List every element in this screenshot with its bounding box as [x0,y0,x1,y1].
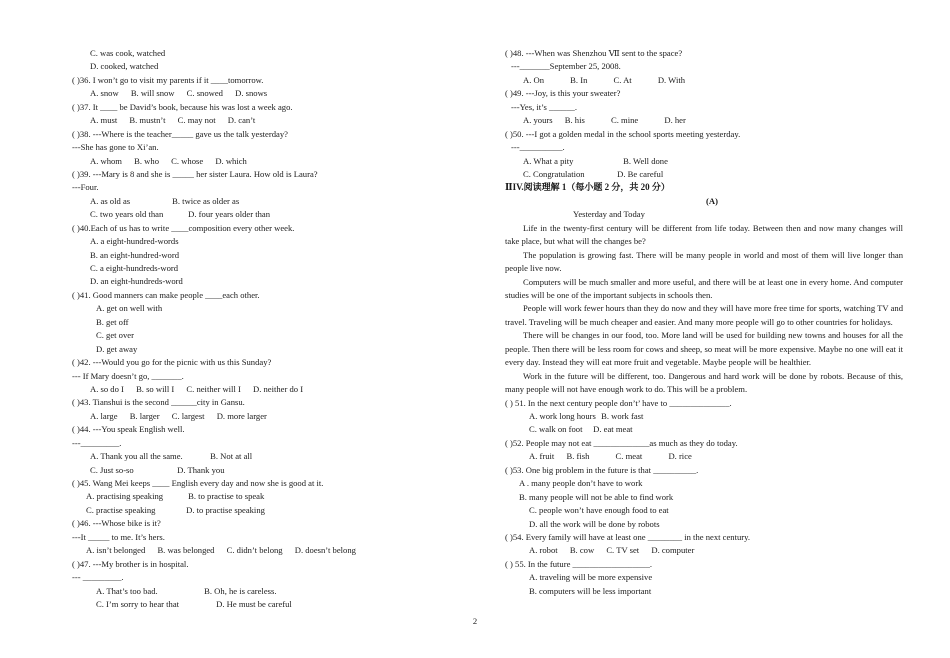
q53-stem: ( )53. One big problem in the future is that __________. [505,464,699,475]
q41-option-a: A. get on well with [96,303,163,314]
q44-line2: ---_________. [72,437,122,448]
q47-line2: --- _________. [72,572,124,583]
q49-line2: ---Yes, it’s ______. [511,101,577,112]
q54-option-c: C. TV set [606,545,640,556]
q36-option-c: C. snowed [186,88,223,99]
q39-line2: ---Four. [72,182,99,193]
q47-option-c: C. I’m sorry to hear that [96,598,180,609]
q43-option-c: C. largest [171,410,205,421]
q38-option-d: D. which [215,155,247,166]
q46-stem: ( )46. ---Whose bike is it? [72,518,161,529]
q44-option-c: C. Just so-so [90,464,134,475]
q41-option-b: B. get off [96,316,129,327]
q49-option-c: C. mine [610,115,639,126]
q46-option-d: D. doesn’t belong [294,545,356,556]
q50-options-row1 [505,155,903,168]
q49-option-b: B. his [564,115,585,126]
q39-option-d: D. four years older than [188,209,271,220]
q50-line2: ---__________. [511,142,565,153]
q50-option-d: D. Be careful [617,168,664,179]
q44-options-row1 [72,450,472,463]
q43-option-b: B. larger [129,410,160,421]
passage-paragraph-4: People will work fewer hours than they do now and they will have more free time for sports, watching TV and travel. Traveling will be much cheaper and easier. And many more people will go to other countries for holidays. [505,303,903,327]
q51-stem: ( ) 51. In the next century people don’t’ have to ______________. [505,397,732,408]
q45-options-row2 [72,504,472,517]
q48-option-c: C. At [613,74,632,85]
q38-line2: ---She has gone to Xi’an. [72,142,159,153]
q52-stem: ( )52. People may not eat _____________as much as they do today. [505,437,738,448]
q51-options-row2 [505,423,903,436]
q45-stem: ( )45. Wang Mei keeps ____ English every day and now she is good at it. [72,478,324,488]
q43-stem: ( )43. Tianshui is the second ______city in Gansu. [72,397,245,408]
q42-stem: ( )42. ---Would you go for the picnic with us this Sunday? [72,357,272,368]
q48-option-b: B. In [570,74,588,85]
q44-option-b: B. Not at all [210,451,253,462]
q45-options-row1 [72,490,472,503]
q41-option-c: C. get over [96,330,134,341]
q36-option-b: B. will snow [130,88,175,99]
q46-option-a: A. isn’t belonged [86,545,146,556]
q50-stem: ( )50. ---I got a golden medal in the school sports meeting yesterday. [505,128,741,139]
q52-option-b: B. fish [566,451,590,462]
q35-option-d: D. cooked, watched [90,61,159,72]
q48-stem: ( )48. ---When was Shenzhou Ⅶ sent to the space? [505,48,683,58]
q43-option-a: A. large [90,410,118,421]
q39-option-c: C. two years old than [90,209,164,220]
q42-option-c: C. neither will I [186,383,241,394]
q40-option-a: A. a eight-hundred-words [90,236,179,247]
q52-option-c: C. meat [615,451,643,462]
q38-stem: ( )38. ---Where is the teacher_____ gave us the talk yesterday? [72,128,288,139]
page-number: 2 [472,616,478,626]
q37-stem: ( )37. It ____ be David’s book, because his was lost a week ago. [72,101,293,112]
q39-option-a: A. as old as [90,195,131,206]
q42-line2: --- If Mary doesn’t go, _______. [72,370,184,381]
q37-option-c: C. may not [177,115,216,126]
q47-options-row2 [72,598,472,611]
q46-option-b: B. was belonged [157,545,215,556]
q50-option-b: B. Well done [623,155,668,166]
q42-options [72,383,472,396]
q48-line2: ---_______September 25, 2008. [511,61,621,72]
q54-stem: ( )54. Every family will have at least one ________ in the next century. [505,531,751,542]
section-heading: ⅡIV.阅读理解 1（每小题 2 分，共 20 分） [505,182,670,193]
q54-options [505,544,903,557]
q54-option-d: D. computer [651,545,695,556]
q36-option-a: A. snow [90,88,119,99]
right-column [505,47,903,598]
q51-option-a: A. work long hours [529,411,596,422]
q49-stem: ( )49. ---Joy, is this your sweater? [505,88,621,99]
passage-label: (A) [706,195,718,206]
q46-option-c: C. didn’t belong [226,545,283,556]
q50-option-c: C. Congratulation [523,168,585,179]
q52-option-a: A. fruit [529,451,555,462]
q38-option-c: C. whose [171,155,204,166]
q37-option-d: D. can’t [227,115,256,126]
q54-option-b: B. cow [569,545,595,556]
q55-stem: ( ) 55. In the future __________________. [505,558,653,569]
q51-options-row1 [505,410,903,423]
q37-option-b: B. mustn’t [129,115,166,126]
passage-paragraph-6: Work in the future will be different, too. Dangerous and hard work will be done by robots. Because of this, many people will not have enough work to do. This will be a problem. [505,370,903,395]
q53-option-c: C. people won’t have enough food to eat [529,505,669,516]
q49-option-d: D. her [664,115,686,126]
q45-option-a: A. practising speaking [86,491,164,502]
q51-option-c: C. walk on foot [529,424,583,435]
q50-option-a: A. What a pity [523,155,574,166]
q49-options [505,114,903,127]
q39-option-b: B. twice as older as [172,195,240,206]
q44-stem: ( )44. ---You speak English well. [72,424,185,435]
q53-option-d: D. all the work will be done by robots [529,518,660,529]
q40-option-b: B. an eight-hundred-word [90,249,180,260]
passage-paragraph-2: The population is growing fast. There will be many people in world and most of them will live longer than people live now. [505,249,903,274]
q36-options [72,87,472,100]
q35-option-c: C. was cook, watched [90,48,166,58]
q36-stem: ( )36. I won’t go to visit my parents if it ____tomorrow. [72,74,264,85]
q42-option-b: B. so will I [136,383,175,394]
q47-option-a: A. That’s too bad. [96,585,158,596]
q40-option-c: C. a eight-hundreds-word [90,263,179,273]
q42-option-a: A. so do I [90,383,124,394]
q52-options [505,450,903,463]
q40-option-d: D. an eight-hundreds-word [90,276,183,287]
left-column [72,47,472,611]
q48-option-d: D. With [657,74,686,85]
passage-title: Yesterday and Today [573,209,645,220]
q47-option-d: D. He must be careful [216,598,292,609]
q38-options [72,155,472,168]
q45-option-c: C. practise speaking [86,504,156,515]
q44-option-a: A. Thank you all the same. [90,451,183,462]
q45-option-b: B. to practise to speak [188,491,265,502]
q39-options-row2 [72,208,472,221]
q37-option-a: A. must [90,115,118,126]
q55-option-a: A. traveling will be more expensive [529,572,653,583]
q44-options-row2 [72,464,472,477]
q50-options-row2 [505,168,903,181]
q40-stem: ( )40.Each of us has to write ____composition every other week. [72,222,295,233]
q52-option-d: D. rice [668,451,692,462]
q51-option-d: D. eat meat [593,424,633,435]
q49-option-a: A. yours [523,115,553,126]
q38-option-b: B. who [134,155,159,166]
q51-option-b: B. work fast [601,411,644,422]
passage-paragraph-5: There will be changes in our food, too. More land will be used for building new towns and houses for all the people. Then there will be less room for cows and sheep, so meat will be more expensive. Maybe no one will eat it every day. Instead they will eat more fruit and vegetable. Maybe people will be healthier. [505,330,903,368]
q39-options-row1 [72,195,472,208]
q43-option-d: D. more larger [216,410,267,421]
q48-options [505,74,903,87]
q47-options-row1 [72,585,472,598]
q47-stem: ( )47. ---My brother is in hospital. [72,558,189,569]
q41-option-d: D. get away [96,343,138,354]
q54-option-a: A. robot [529,545,558,556]
q41-stem: ( )41. Good manners can make people ____each other. [72,289,260,300]
q38-option-a: A. whom [90,155,122,166]
q43-options [72,410,472,423]
q55-option-b: B. computers will be less important [529,585,652,596]
passage-paragraph-3: Computers will be much smaller and more useful, and there will be at least one in every home. And computer studies will be one of the important subjects in schools then. [505,276,903,300]
q37-options [72,114,472,127]
q53-option-b: B. many people will not be able to find work [519,491,674,502]
q44-option-d: D. Thank you [177,464,225,475]
q53-option-a: A . many people don’t have to work [519,478,643,489]
q48-option-a: A. On [523,74,545,85]
q46-line2: ---It _____ to me. It’s hers. [72,531,165,542]
q39-stem: ( )39. ---Mary is 8 and she is _____ her sister Laura. How old is Laura? [72,168,318,179]
q46-options [72,544,472,557]
passage-paragraph-1: Life in the twenty-first century will be different from life today. Between then and now many changes will take place, but what will the changes be? [505,222,903,247]
q42-option-d: D. neither do I [253,383,304,394]
q47-option-b: B. Oh, he is careless. [204,585,277,596]
q36-option-d: D. snows [235,88,268,99]
q45-option-d: D. to practise speaking [186,504,265,515]
